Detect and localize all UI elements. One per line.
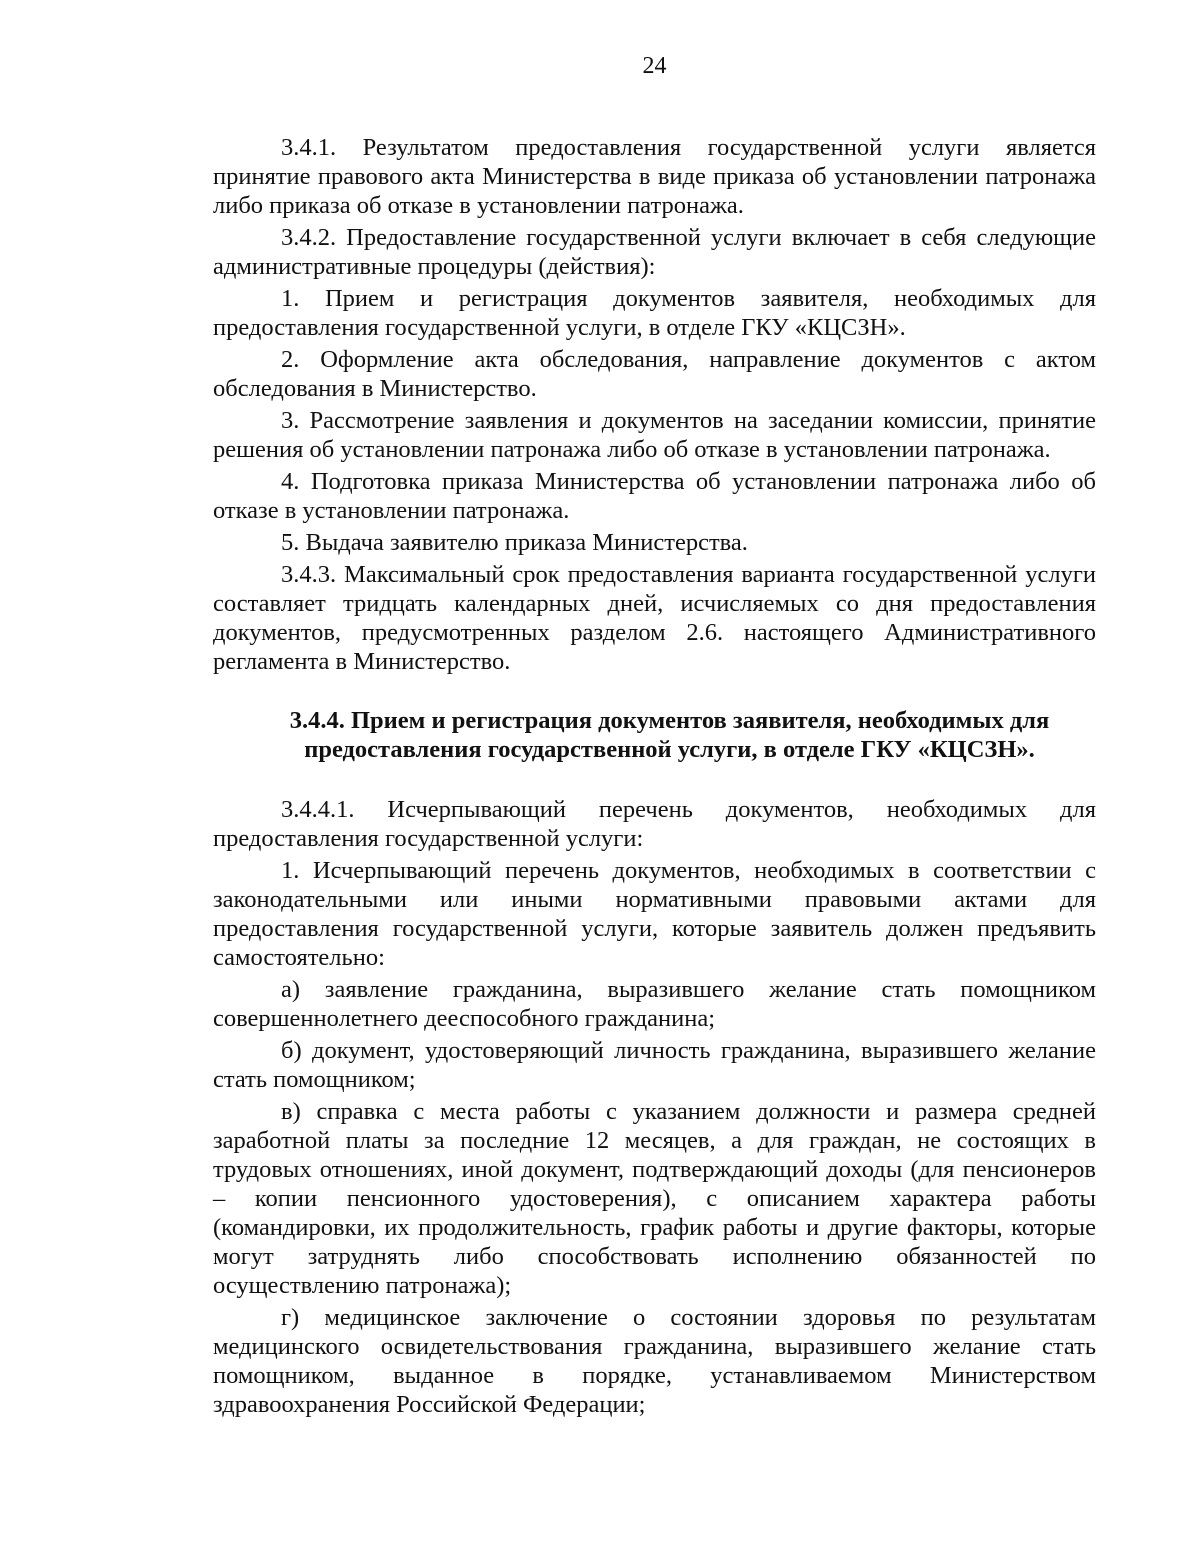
page-number: 24 <box>642 53 667 79</box>
document-item-v: в) справка с места работы с указанием должности и размера средней заработной платы за последние 12 месяцев, а для граждан, не состоящих в трудовых отношениях, иной документ, подтверждающий доходы (для пенсионеров – копии пенсионного удостоверения), с описанием характера работы (командировки, их продолжительность, график работы и другие факторы, которые могут затруднять либо способствовать исполнению обязанностей по осуществлению патронажа); <box>213 1098 1096 1299</box>
procedure-item-1: 1. Прием и регистрация документов заявителя, необходимых для предоставления государственной услуги, в отделе ГКУ «КЦСЗН». <box>213 285 1096 341</box>
documents-list-intro: 1. Исчерпывающий перечень документов, необходимых в соответствии с законодательными или иными нормативными правовыми актами для предоставления государственной услуги, которые заявитель должен предъявить самостоятельно: <box>213 857 1096 971</box>
procedure-item-4: 4. Подготовка приказа Министерства об установлении патронажа либо об отказе в установлении патронажа. <box>213 468 1096 524</box>
document-item-g: г) медицинское заключение о состоянии здоровья по результатам медицинского освидетельствования гражданина, выразившего желание стать помощником, выданное в порядке, устанавливаемом Министерством здравоохранения Российской Федерации; <box>213 1304 1096 1418</box>
section-heading-3-4-4: 3.4.4. Прием и регистрация документов заявителя, необходимых для предоставления государственной услуги, в отделе ГКУ «КЦСЗН». <box>289 707 1050 763</box>
paragraph-3-4-4-1: 3.4.4.1. Исчерпывающий перечень документов, необходимых для предоставления государственной услуги: <box>213 796 1096 852</box>
procedure-item-2: 2. Оформление акта обследования, направление документов с актом обследования в Министерство. <box>213 346 1096 402</box>
procedure-item-3: 3. Рассмотрение заявления и документов на заседании комиссии, принятие решения об установлении патронажа либо об отказе в установлении патронажа. <box>213 407 1096 463</box>
document-item-b: б) документ, удостоверяющий личность гражданина, выразившего желание стать помощником; <box>213 1037 1096 1093</box>
paragraph-3-4-3: 3.4.3. Максимальный срок предоставления варианта государственной услуги составляет тридцать календарных дней, исчисляемых со дня предоставления документов, предусмотренных разделом 2.6. настоящего Административного регламента в Министерство. <box>213 561 1096 675</box>
paragraph-3-4-1: 3.4.1. Результатом предоставления государственной услуги является принятие правового акта Министерства в виде приказа об установлении патронажа либо приказа об отказе в установлении патронажа. <box>213 134 1096 219</box>
document-item-a: а) заявление гражданина, выразившего желание стать помощником совершеннолетнего дееспособного гражданина; <box>213 976 1096 1032</box>
paragraph-3-4-2: 3.4.2. Предоставление государственной услуги включает в себя следующие административные процедуры (действия): <box>213 224 1096 280</box>
procedure-item-5: 5. Выдача заявителю приказа Министерства. <box>281 529 748 556</box>
document-body <box>213 133 1096 1419</box>
